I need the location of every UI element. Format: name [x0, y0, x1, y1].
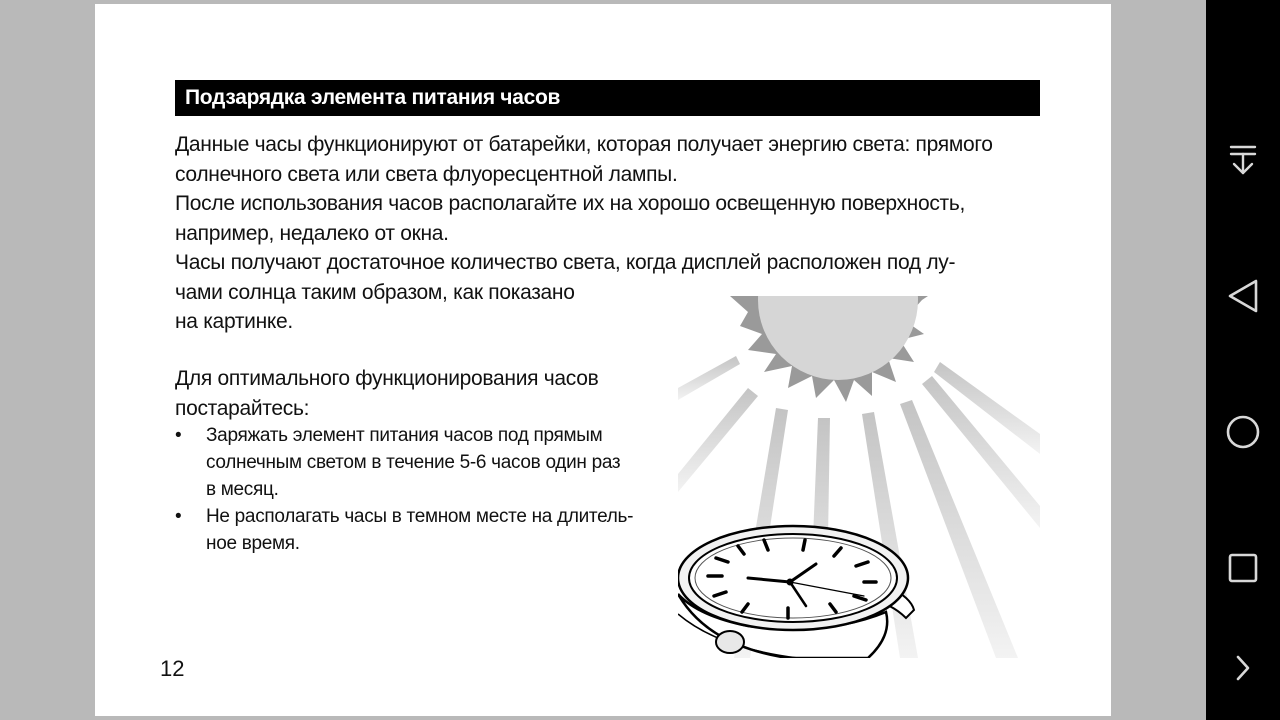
intro-line: После использования часов располагайте их на хорошо освещенную поверхность, — [175, 192, 966, 215]
bullet-line: ное время. — [206, 533, 300, 554]
intro-line: Часы получают достаточное количество света, когда дисплей расположен под лу- — [175, 251, 956, 274]
intro-line: на картинке. — [175, 310, 293, 333]
bullet-line: Заряжать элемент питания часов под прямым — [206, 425, 603, 446]
section-title: Подзарядка элемента питания часов — [175, 80, 1040, 116]
bullet-item — [175, 503, 633, 557]
bullet-line: в месяц. — [206, 479, 279, 500]
back-triangle-icon — [1226, 278, 1260, 314]
document-page[interactable] — [95, 4, 1111, 716]
chevron-right-icon — [1231, 653, 1255, 683]
home-button[interactable] — [1206, 402, 1280, 462]
next-page-button[interactable] — [1206, 638, 1280, 698]
home-circle-icon — [1225, 414, 1261, 450]
page-number: 12 — [160, 656, 185, 681]
intro-line: Данные часы функционируют от батарейки, которая получает энергию света: прямого — [175, 133, 993, 156]
sun-and-watch-illustration — [678, 296, 1040, 658]
bullet-marker: • — [175, 506, 182, 527]
recents-button[interactable] — [1206, 538, 1280, 598]
recents-square-icon — [1226, 551, 1260, 585]
intro-line: солнечного света или света флуоресцентной лампы. — [175, 162, 678, 186]
intro-line: чами солнца таким образом, как показано — [175, 280, 575, 304]
bullet-item — [175, 422, 633, 503]
back-button[interactable] — [1206, 266, 1280, 326]
bullet-line: солнечным светом в течение 5-6 часов один раз — [206, 452, 621, 473]
intro-line: например, недалеко от окна. — [175, 221, 449, 245]
navigation-bar — [1206, 0, 1280, 720]
optimal-paragraph — [175, 364, 598, 423]
watch — [678, 526, 914, 658]
optimal-line: Для оптимального функционирования часов — [175, 367, 599, 390]
collapse-down-icon — [1228, 143, 1258, 177]
bullet-line: Не располагать часы в темном месте на длитель- — [206, 506, 634, 527]
bullet-marker: • — [175, 425, 182, 446]
collapse-button[interactable] — [1206, 130, 1280, 190]
optimal-line: постарайтесь: — [175, 396, 310, 420]
bullet-list — [175, 422, 633, 557]
